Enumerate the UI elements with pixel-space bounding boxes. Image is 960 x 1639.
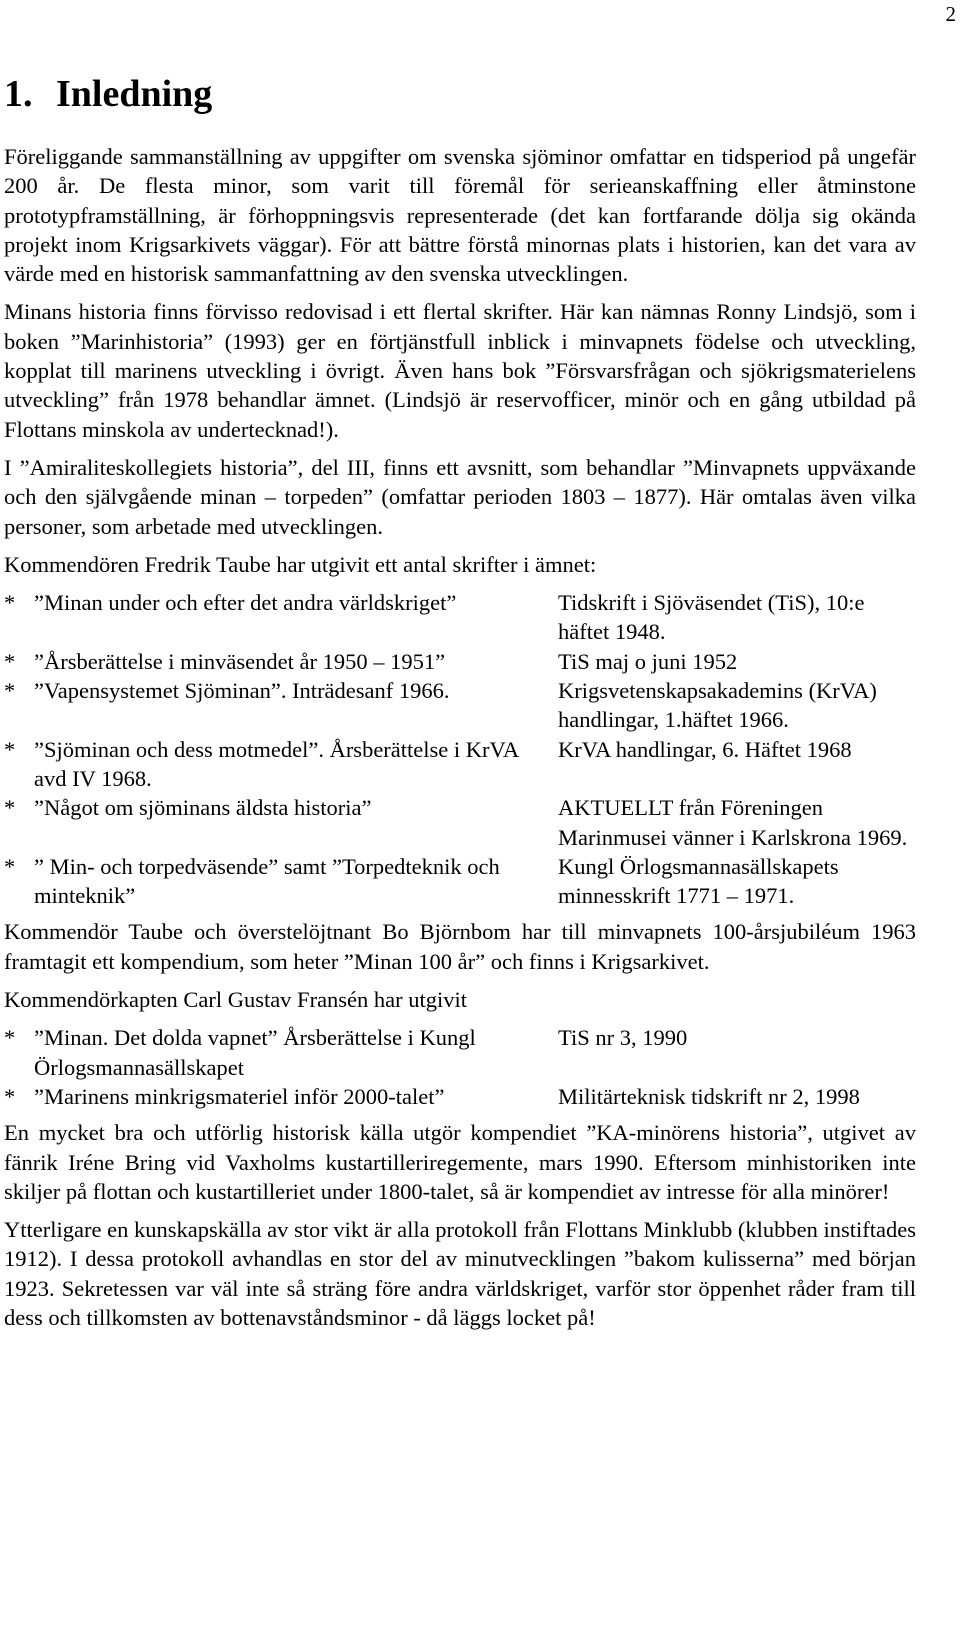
reference-row [4, 647, 916, 676]
reference-title: ”Årsberättelse i minväsendet år 1950 – 1951” [34, 648, 446, 674]
reference-title: ”Minan under och efter det andra världskriget” [34, 590, 457, 616]
bullet-mark: * [4, 1083, 16, 1109]
paragraph-minklubb: Ytterligare en kunskapskälla av stor vikt är alla protokoll från Flottans Minklubb (klubben instiftades 1912). I dessa protokoll avhandlas en stor del av minutvecklingen ”bakom kulisserna” med början 1923. Sekretessen var väl inte så sträng före andra världskriget, varför stor öppenhet råder fram till dess och tillkomsten av bottenavståndsminor - då läggs locket på! [4, 1217, 916, 1330]
reference-title: ” Min- och torpedväsende” samt ”Torpedteknik och minteknik” [34, 853, 500, 909]
reference-source: AKTUELLT från Föreningen Marinmusei vänner i Karlskrona 1969. [558, 795, 908, 850]
reference-source: KrVA handlingar, 6. Häftet 1968 [558, 736, 852, 762]
bullet-mark: * [4, 1025, 16, 1051]
taube-reference-list [4, 588, 916, 910]
paragraph-amiralitet: I ”Amiraliteskollegiets historia”, del III, finns ett avsnitt, som behandlar ”Minvapnets uppväxande och den självgående minan – torpeden” (omfattar perioden 1803 – 1877). Här omtalas även vilka personer, som arbetade med utvecklingen. [4, 454, 916, 539]
bullet-mark: * [4, 853, 16, 879]
page-number: 2 [945, 2, 956, 26]
section-title: Inledning [56, 73, 213, 115]
paragraph-fransen-intro: Kommendörkapten Carl Gustav Fransén har utgivit [4, 987, 468, 1013]
reference-title: ”Sjöminan och dess motmedel”. Årsberättelse i KrVA avd IV 1968. [34, 736, 518, 791]
reference-title: ”Något om sjöminans äldsta historia” [34, 795, 372, 821]
reference-row [4, 1023, 916, 1082]
reference-source: Kungl Örlogsmannasällskapets minnesskrift 1771 – 1971. [558, 853, 839, 909]
reference-row [4, 735, 916, 794]
reference-title: ”Minan. Det dolda vapnet” Årsberättelse i Kungl Örlogsmannasällskapet [34, 1025, 476, 1080]
reference-row [4, 793, 916, 852]
bullet-mark: * [4, 678, 16, 704]
reference-title: ”Vapensystemet Sjöminan”. Inträdesanf 1966. [34, 678, 450, 704]
bullet-mark: * [4, 736, 16, 762]
section-heading [4, 70, 212, 118]
bullet-mark: * [4, 590, 16, 616]
paragraph-kompendium: Kommendör Taube och överstelöjtnant Bo Björnbom har till minvapnets 100-årsjubiléum 1963 framtagit ett kompendium, som heter ”Minan 100 år” och finns i Krigsarkivet. [4, 919, 916, 974]
reference-source: TiS nr 3, 1990 [558, 1025, 688, 1051]
reference-row [4, 588, 916, 647]
reference-title: ”Marinens minkrigsmateriel inför 2000-talet” [34, 1083, 445, 1109]
paragraph-intro: Föreliggande sammanställning av uppgifter om svenska sjöminor omfattar en tidsperiod på ungefär 200 år. De flesta minor, som varit till föremål för serieanskaffning eller åtminstone prototypframställning, är förhoppningsvis representerade (det kan fortfarande dölja sig okända projekt inom Krigsarkivets väggar). För att bättre förstå minornas plats i historien, kan det vara av värde med en historisk sammanfattning av den svenska utvecklingen. [4, 144, 916, 287]
reference-row [4, 1082, 916, 1111]
paragraph-ka-minoren: En mycket bra och utförlig historisk källa utgör kompendiet ”KA-minörens historia”, utgivet av fänrik Iréne Bring vid Vaxholms kustartilleriregemente, mars 1990. Eftersom minhistoriken inte skiljer på flottan och kustartilleriet under 1800-talet, så är kompendiet av intresse för alla minörer! [4, 1120, 916, 1204]
paragraph-history-sources: Minans historia finns förvisso redovisad i ett flertal skrifter. Här kan nämnas Ronny Lindsjö, som i boken ”Marinhistoria” (1993) ger en förtjänstfull inblick i minvapnets födelse och utveckling, kopplat till marinens utveckling i övrigt. Även hans bok ”Försvarsfrågan och sjökrigsmaterielens utveckling” från 1978 behandlar ämnet. (Lindsjö är reservofficer, minör och en gång utbildad på Flottans minskola av undertecknad!). [4, 299, 916, 442]
bullet-mark: * [4, 648, 16, 674]
reference-source: Krigsvetenskapsakademins (KrVA) handlingar, 1.häftet 1966. [558, 678, 877, 733]
section-number: 1. [4, 73, 33, 115]
document-body [4, 142, 916, 1341]
reference-source: Militärteknisk tidskrift nr 2, 1998 [558, 1083, 860, 1109]
paragraph-taube-intro: Kommendören Fredrik Taube har utgivit ett antal skrifter i ämnet: [4, 551, 597, 577]
bullet-mark: * [4, 795, 16, 821]
reference-row [4, 676, 916, 735]
fransen-reference-list [4, 1023, 916, 1111]
reference-row [4, 852, 916, 911]
reference-source: TiS maj o juni 1952 [558, 648, 738, 674]
reference-source: Tidskrift i Sjöväsendet (TiS), 10:e häftet 1948. [558, 590, 865, 645]
